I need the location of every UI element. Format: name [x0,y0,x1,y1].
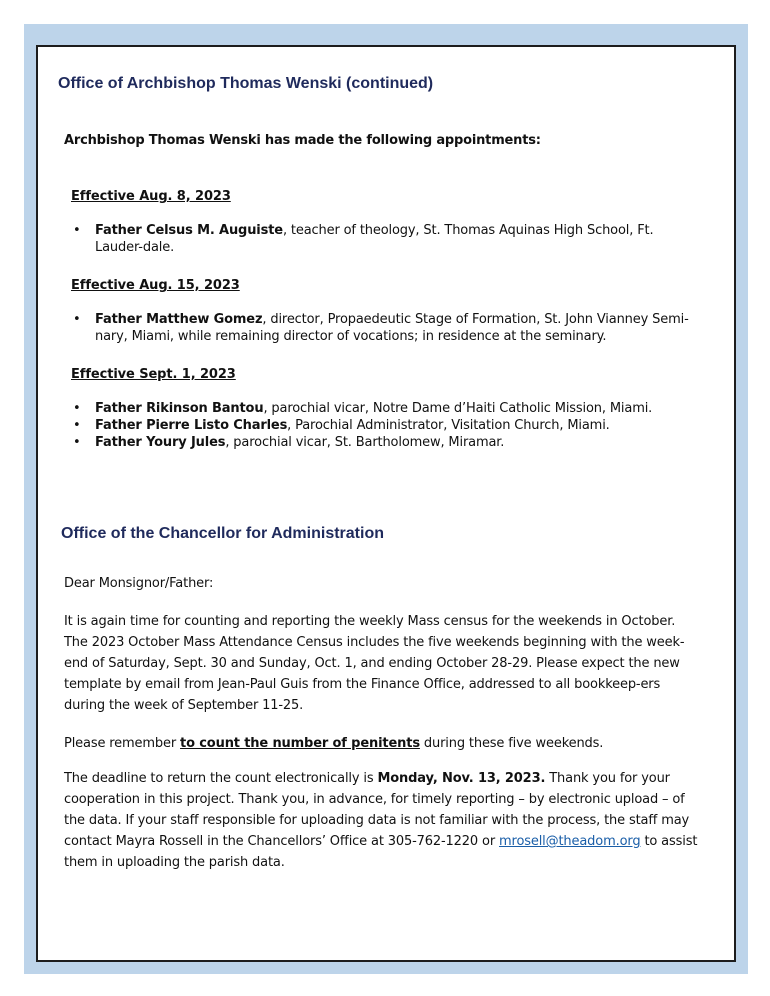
effective-date-2: Effective Aug. 15, 2023 [71,278,240,293]
effective-date-3: Effective Sept. 1, 2023 [71,367,236,382]
appointee-name: Father Pierre Listo Charles [95,418,288,433]
bullet-icon: • [73,312,81,327]
appointment-list-3 [71,400,699,451]
letter-paragraph-1: It is again time for counting and reporting the weekly Mass census for the weekends in October. The 2023 October Mass Attendance Census includes the five weekends beginning with the week-end of Saturday, Sept. 30 and Sunday, Oct. 1, and ending October 28-29. Please expect the new template by email from Jean-Paul Guis from the Finance Office, addressed to all bookkeep-ers during the week of September 11-25. [64,614,685,713]
appointee-name: Father Rikinson Bantou [95,401,264,416]
bullet-icon: • [73,401,81,416]
appointments-intro: Archbishop Thomas Wenski has made the following appointments: [64,133,541,148]
appointment-list-2 [71,311,699,345]
bullet-icon: • [73,418,81,433]
appointee-name: Father Matthew Gomez [95,312,263,327]
paragraph-text: Thank you for your cooperation in this project. Thank you, in advance, for timely reporting – by electronic upload – of the data. If your staff responsible for uploading data is not familiar with the process, the staff may contact Mayra Rossell in the Chancellors’ Office at 305-762-1220 or [64,771,690,849]
bullet-icon: • [73,435,81,450]
deadline-text: Monday, Nov. 13, 2023. [377,771,546,786]
list-item [71,417,699,434]
emphasis-text: to count the number of penitents [180,736,420,751]
list-item [71,311,699,345]
list-item [71,434,699,451]
list-item [71,400,699,417]
section-title-chancellor: Office of the Chancellor for Administration [61,525,384,542]
paragraph-text: The deadline to return the count electronically is [64,771,378,786]
paragraph-text: during these five weekends. [419,736,604,751]
appointee-name: Father Celsus M. Auguiste [95,223,283,238]
appointment-detail: , teacher of theology, St. Thomas Aquinas High School, Ft. Lauder-dale. [95,223,654,255]
appointment-detail: , parochial vicar, St. Bartholomew, Miramar. [225,435,505,450]
appointment-detail: , Parochial Administrator, Visitation Church, Miami. [287,418,610,433]
bullet-icon: • [73,223,81,238]
list-item [71,222,699,256]
appointment-detail: , parochial vicar, Notre Dame d’Haiti Catholic Mission, Miami. [263,401,653,416]
effective-date-1: Effective Aug. 8, 2023 [71,189,231,204]
paragraph-text: to assist them in uploading the parish data. [64,834,698,870]
letter-paragraph-2 [64,733,698,754]
appointee-name: Father Youry Jules [95,435,226,450]
letter-paragraph-3 [64,768,698,873]
section-title-archbishop: Office of Archbishop Thomas Wenski (continued) [58,75,434,92]
document-page [36,45,736,962]
appointment-list-1 [71,222,699,256]
email-link[interactable]: mrosell@theadom.org [499,834,641,849]
letter-salutation: Dear Monsignor/Father: [64,576,214,591]
appointment-detail: , director, Propaedeutic Stage of Formation, St. John Vianney Semi-nary, Miami, while remaining director of vocations; in residence at the seminary. [95,312,689,344]
paragraph-text: Please remember [64,736,181,751]
